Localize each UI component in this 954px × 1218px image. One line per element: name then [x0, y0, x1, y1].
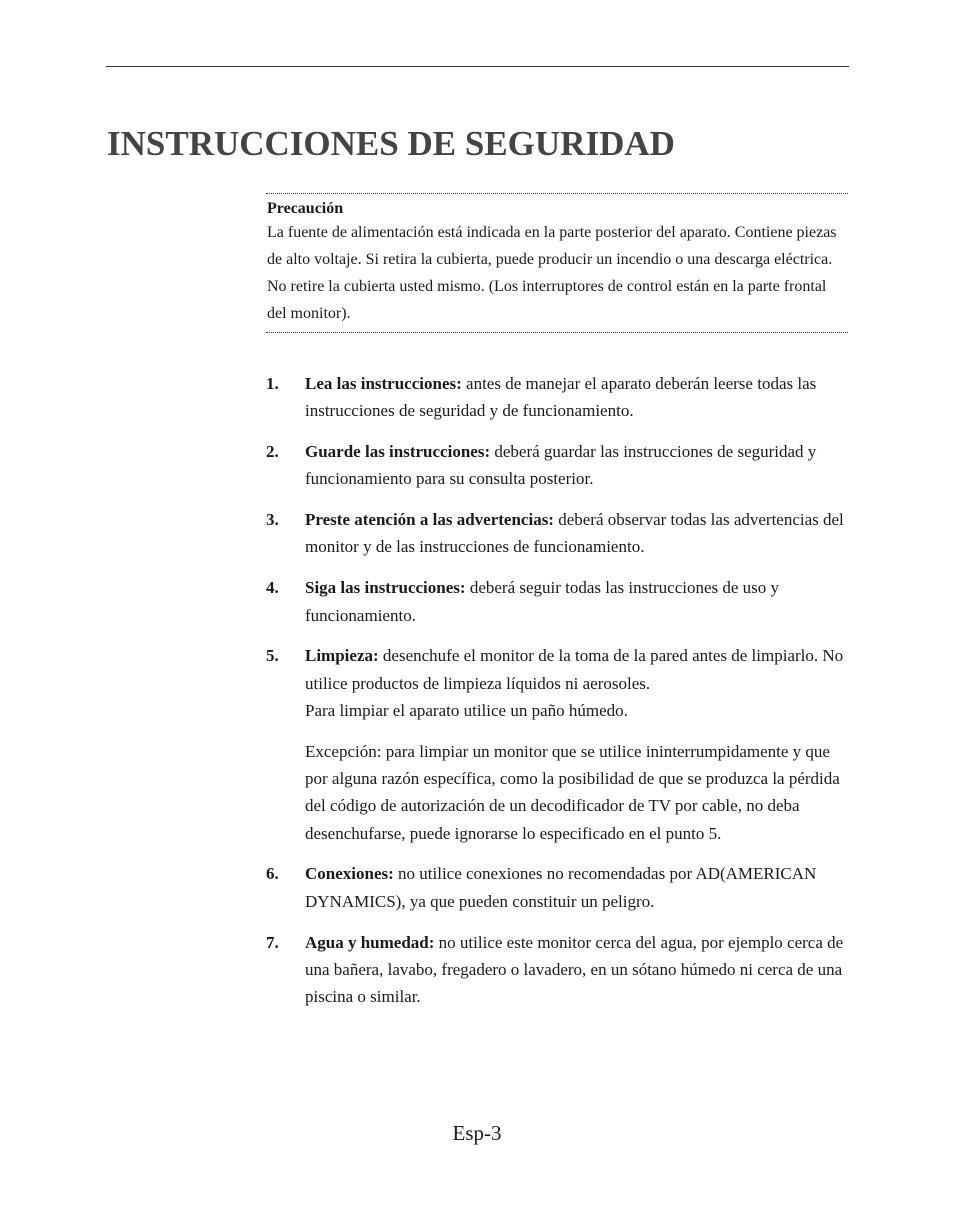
instruction-item-7	[266, 929, 850, 1011]
instruction-item-4	[266, 574, 850, 629]
instruction-text-continued: Para limpiar el aparato utilice un paño húmedo.	[305, 700, 628, 720]
instruction-number: 4.	[266, 578, 279, 598]
instruction-text: desenchufe el monitor de la toma de la pared antes de limpiarlo. No utilice productos de limpieza líquidos ni aerosoles.	[305, 646, 844, 693]
instruction-text: antes de manejar el aparato deberán leerse todas las instrucciones de seguridad y de funcionamiento.	[305, 374, 817, 421]
safety-instructions-list	[266, 370, 850, 1024]
instruction-number: 3.	[266, 510, 279, 530]
instruction-text: deberá seguir todas las instrucciones de uso y funcionamiento.	[305, 578, 780, 625]
instruction-item-2	[266, 438, 850, 493]
instruction-number: 6.	[266, 864, 279, 884]
instruction-number: 1.	[266, 374, 279, 393]
caution-text: La fuente de alimentación está indicada en la parte posterior del aparato. Contiene piezas de alto voltaje. Si retira la cubierta, puede producir un incendio o una descarga eléctrica. No retire la cubierta usted mismo. (Los interruptores de control están en la parte frontal del monitor).	[267, 224, 837, 322]
instruction-number: 7.	[266, 932, 279, 952]
header-rule	[106, 66, 849, 67]
instruction-exception: Excepción: para limpiar un monitor que se utilice ininterrumpidamente y que por alguna razón específica, como la posibilidad de que se produzca la pérdida del código de autorización de un decodificador de TV por cable, no deba desenchufarse, puede ignorarse lo especificado en el punto 5.	[305, 741, 840, 843]
instruction-item-3	[266, 506, 850, 561]
page-title: INSTRUCCIONES DE SEGURIDAD	[107, 124, 675, 163]
instruction-item-1	[266, 370, 850, 425]
instruction-item-5	[266, 642, 850, 847]
instruction-heading: Siga las instrucciones:	[305, 578, 466, 598]
caution-title: Precaución	[267, 200, 344, 217]
instruction-number: 5.	[266, 646, 279, 666]
instruction-heading: Lea las instrucciones:	[305, 374, 462, 393]
instruction-text: deberá observar todas las advertencias del monitor y de las instrucciones de funcionamiento.	[305, 510, 844, 557]
instruction-heading: Limpieza:	[305, 646, 379, 666]
instruction-heading: Agua y humedad:	[305, 932, 435, 952]
instruction-text: no utilice conexiones no recomendadas por AD(AMERICAN DYNAMICS), ya que pueden constituir un peligro.	[305, 864, 817, 911]
instruction-heading: Guarde las instrucciones:	[305, 442, 491, 462]
instruction-item-6	[266, 860, 850, 915]
instruction-heading: Preste atención a las advertencias:	[305, 510, 554, 530]
instruction-text: no utilice este monitor cerca del agua, por ejemplo cerca de una bañera, lavabo, fregadero o lavadero, en un sótano húmedo ni cerca de una piscina o similar.	[305, 932, 844, 1007]
instruction-number: 2.	[266, 442, 279, 462]
instruction-text: deberá guardar las instrucciones de seguridad y funcionamiento para su consulta posterior.	[305, 442, 817, 489]
page-number: Esp-3	[452, 1121, 502, 1145]
instruction-heading: Conexiones:	[305, 864, 394, 884]
caution-box	[266, 193, 848, 333]
